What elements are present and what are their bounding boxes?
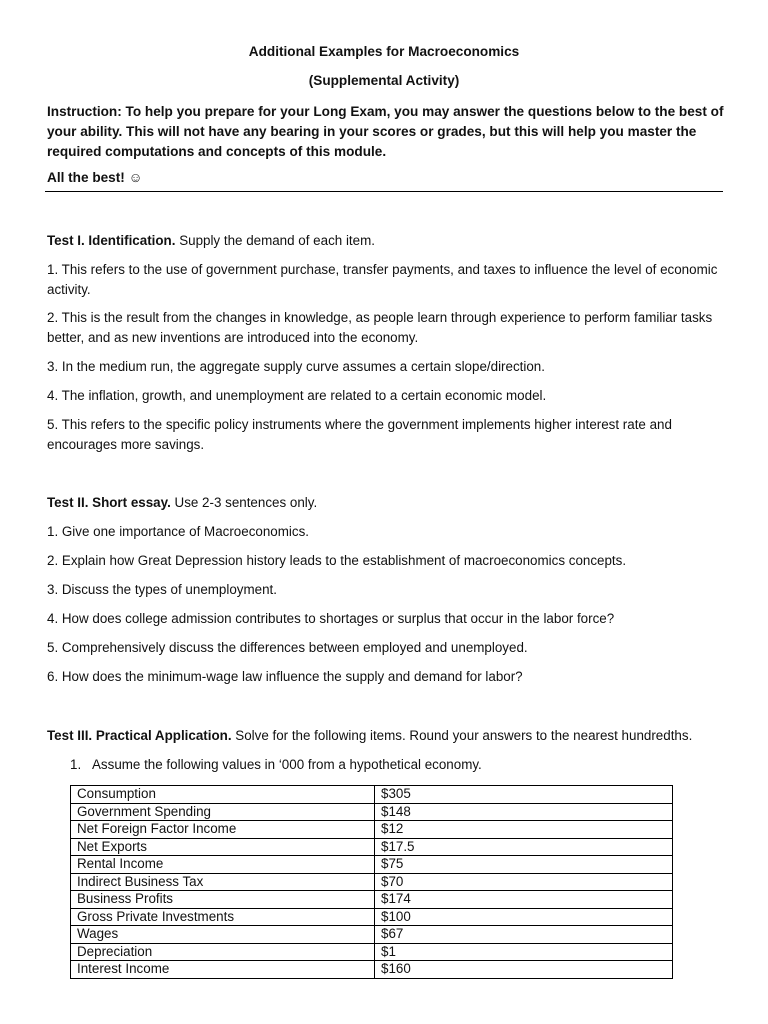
test3-direction: Solve for the following items. Round your answers to the nearest hundredths. (231, 728, 693, 743)
table-row (71, 873, 673, 891)
test2-heading: Test II. Short essay. (47, 495, 171, 510)
table-cell-value: $70 (375, 873, 673, 891)
table-cell-value: $305 (375, 786, 673, 804)
test2-item-2: 2. Explain how Great Depression history leads to the establishment of macroeconomics concepts. (47, 553, 627, 568)
table-cell-value: $1 (375, 943, 673, 961)
table-row (71, 803, 673, 821)
instruction-text: Instruction: To help you prepare for your Long Exam, you may answer the questions below to the best of your ability. This will not have any bearing in your scores or grades, but this will help you master the required computations and concepts of this module. (47, 104, 724, 159)
table-cell-label: Government Spending (71, 803, 375, 821)
table-row (71, 786, 673, 804)
test3-heading: Test III. Practical Application. (47, 728, 232, 743)
test2-item-5: 5. Comprehensively discuss the differences between employed and unemployed. (47, 640, 528, 655)
table-row (71, 908, 673, 926)
test2-header (47, 493, 727, 513)
table-cell-value: $174 (375, 891, 673, 909)
test1-item-2: 2. This is the result from the changes in knowledge, as people learn through experience to perform familiar tasks better, and as new inventions are introduced into the economy. (47, 310, 713, 345)
test3-header (47, 726, 727, 746)
table-cell-label: Gross Private Investments (71, 908, 375, 926)
test1-item-5: 5. This refers to the specific policy instruments where the government implements higher interest rate and encourages more savings. (47, 417, 672, 452)
table-cell-value: $75 (375, 856, 673, 874)
table-cell-value: $67 (375, 926, 673, 944)
test2-item-6: 6. How does the minimum-wage law influence the supply and demand for labor? (47, 669, 523, 684)
document-title: Additional Examples for Macroeconomics (248, 44, 520, 59)
table-cell-value: $148 (375, 803, 673, 821)
table-cell-label: Interest Income (71, 961, 375, 979)
divider (45, 191, 723, 192)
test3-item-1-number: 1. (70, 757, 82, 772)
test3-item-1-text: Assume the following values in ‘000 from a hypothetical economy. (92, 757, 482, 772)
table-cell-label: Indirect Business Tax (71, 873, 375, 891)
table-row (71, 926, 673, 944)
table-row (71, 838, 673, 856)
closing-text: All the best! ☺ (47, 170, 143, 185)
test2-item-4: 4. How does college admission contributes to shortages or surplus that occur in the labor force? (47, 611, 615, 626)
table-cell-label: Wages (71, 926, 375, 944)
table-row (71, 961, 673, 979)
table-cell-label: Business Profits (71, 891, 375, 909)
table-cell-label: Net Foreign Factor Income (71, 821, 375, 839)
table-row (71, 821, 673, 839)
table-row (71, 856, 673, 874)
table-cell-value: $160 (375, 961, 673, 979)
test2-direction: Use 2-3 sentences only. (170, 495, 318, 510)
table-cell-label: Rental Income (71, 856, 375, 874)
test1-item-3: 3. In the medium run, the aggregate supply curve assumes a certain slope/direction. (47, 359, 545, 374)
test2-item-3: 3. Discuss the types of unemployment. (47, 582, 277, 597)
document-subtitle: (Supplemental Activity) (308, 73, 460, 88)
table-cell-value: $12 (375, 821, 673, 839)
test1-direction: Supply the demand of each item. (175, 233, 375, 248)
table-cell-label: Net Exports (71, 838, 375, 856)
test3-item-1 (70, 755, 482, 775)
table-cell-label: Consumption (71, 786, 375, 804)
table-cell-label: Depreciation (71, 943, 375, 961)
economy-values-table (70, 785, 673, 979)
table-cell-value: $17.5 (375, 838, 673, 856)
test1-item-4: 4. The inflation, growth, and unemployment are related to a certain economic model. (47, 388, 547, 403)
test1-heading: Test I. Identification. (47, 233, 176, 248)
table-row (71, 943, 673, 961)
table-row (71, 891, 673, 909)
test1-header (47, 231, 727, 251)
table-cell-value: $100 (375, 908, 673, 926)
test1-item-1: 1. This refers to the use of government purchase, transfer payments, and taxes to influence the level of economic activity. (47, 262, 718, 297)
test2-item-1: 1. Give one importance of Macroeconomics. (47, 524, 309, 539)
